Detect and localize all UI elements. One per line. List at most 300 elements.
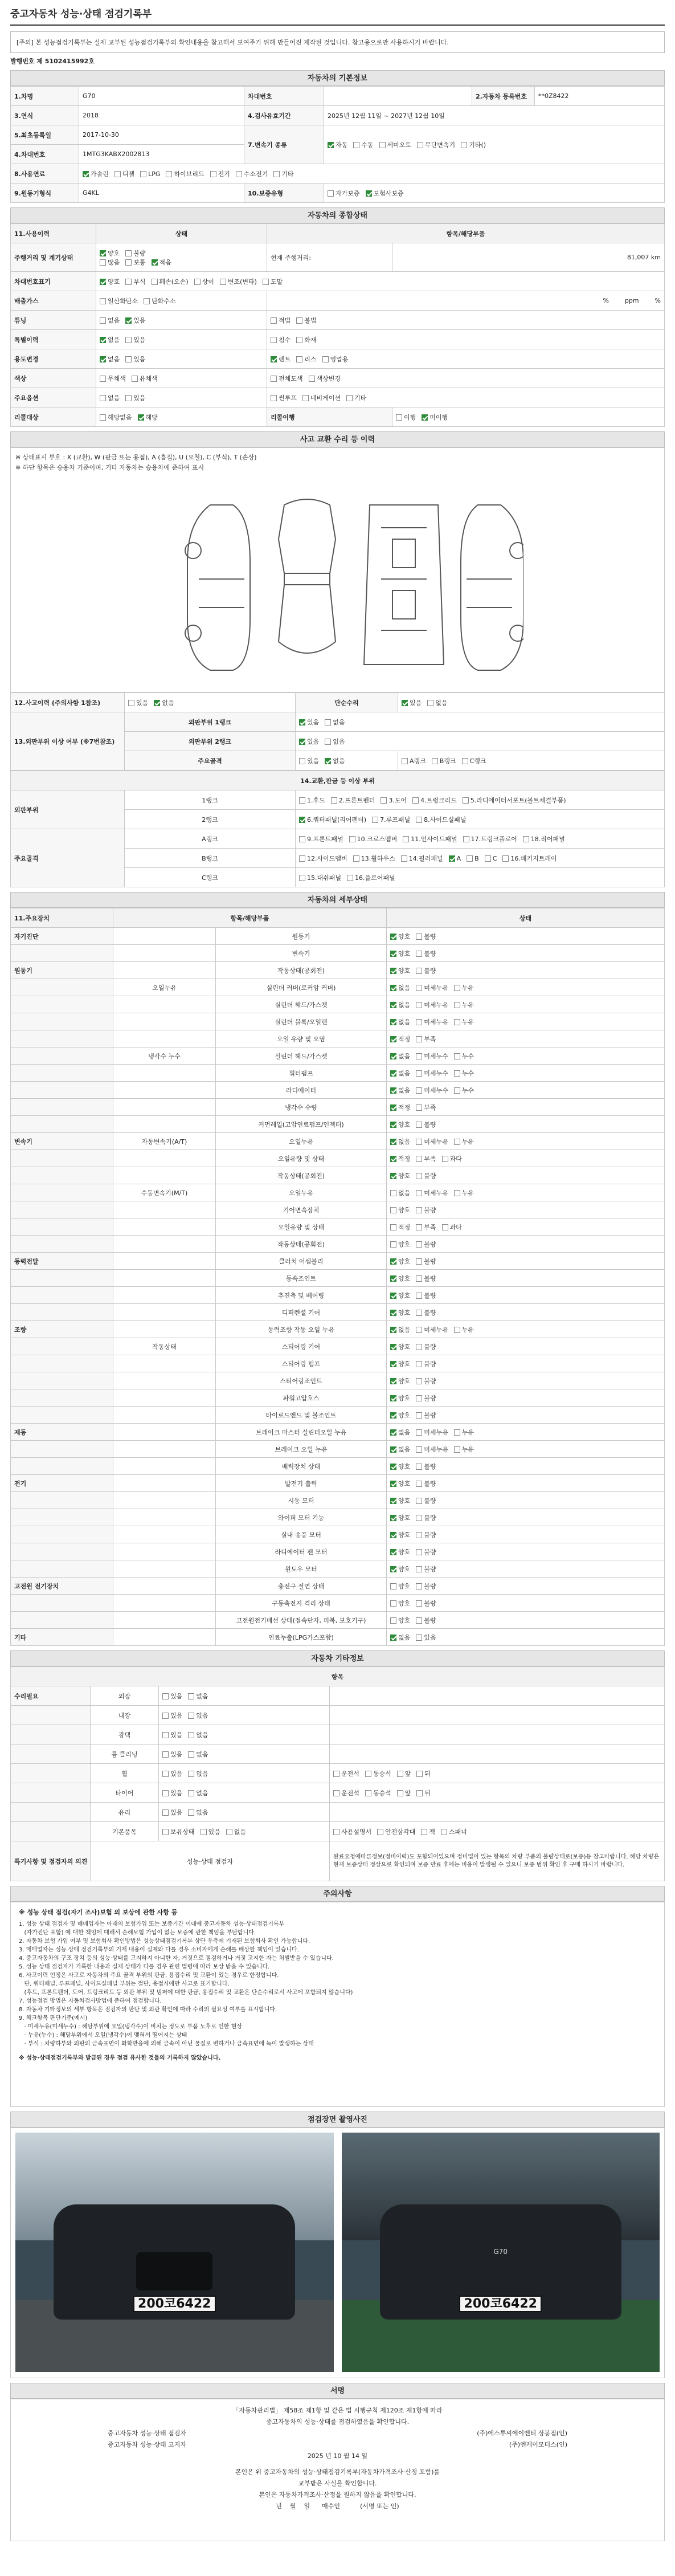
detail-group [11,1492,113,1509]
label-vin: 차대번호 [244,87,324,106]
label-recall: 리콜대상 [11,407,96,427]
checkbox-option: 운전석 [333,1769,359,1778]
car-right-side [461,505,523,670]
checkbox-icon [331,797,337,804]
checkbox-icon [390,1019,396,1025]
detail-state-table [10,908,665,1646]
checkbox-icon [390,1258,396,1265]
checkbox-option: 16.플로어패널 [347,873,395,882]
notes-footer: ※ 성능·상태점검기록부와 발급된 경우 점검 유사한 것들의 기록하지 않았습니다. [19,2055,221,2061]
checkbox-icon [416,1310,422,1316]
checkbox-icon [390,1617,396,1624]
checkbox-option: 불량 [416,1479,436,1488]
other-state [159,1706,330,1725]
checkbox-option: 3.도어 [381,796,407,805]
checkbox-icon [100,298,106,304]
checkbox-option: 양호 [390,1530,410,1539]
detail-item: 연료누출(LPG가스포함) [216,1629,387,1646]
detail-group [11,1338,113,1355]
detail-row [11,1030,665,1047]
checkbox-option: 상이 [194,277,214,286]
checkbox-icon [140,171,146,177]
checkbox-option: 양호 [390,1599,410,1608]
checkbox-option: 없음 [100,335,120,344]
value-year: 2018 [79,106,244,125]
checkbox-option: 수소전기 [236,169,268,178]
detail-state [387,1099,665,1116]
checkbox-icon [421,1829,427,1835]
checkbox-icon [299,758,305,764]
checkbox-option: 색상변경 [309,374,341,383]
checkbox-option: 양호 [390,1393,410,1403]
detail-row [11,1167,665,1184]
other-state [159,1686,330,1706]
detail-group [11,1543,113,1560]
checkbox-icon [416,934,422,940]
checkbox-option: 하이브리드 [166,169,204,178]
checkbox-option: 양호 [100,277,120,286]
checkbox-icon [390,1566,396,1572]
detail-state [387,1218,665,1236]
checkbox-option: 불량 [416,1171,436,1180]
checkbox-icon [412,797,419,804]
checkbox-option: 12.사이드멤버 [299,854,347,863]
checkbox-icon [454,1019,460,1025]
checkbox-option: 부족 [416,1222,436,1232]
detail-subgroup [113,1099,216,1116]
checkbox-icon [125,395,132,401]
checkbox-icon [390,1224,396,1230]
sign-date: 2025 년 10 월 14 일 [307,2452,368,2460]
detail-group [11,1407,113,1424]
detail-item: 원동기 [216,928,387,945]
sign-line-5: 본인은 자동차가격조사·산정을 원하지 않음을 확인합니다. [259,2491,416,2498]
detail-subgroup [113,1030,216,1047]
checkbox-option: 양호 [390,1291,410,1300]
detail-item: 냉각수 수량 [216,1099,387,1116]
label-fuel: 8.사용연료 [11,164,79,184]
detail-item: 작동상태(공회전) [216,962,387,979]
detail-item: 클러치 어셈블리 [216,1253,387,1270]
checkbox-icon [210,171,216,177]
checkbox-option: 양호 [390,1462,410,1471]
checkbox-icon [390,934,396,940]
detail-row [11,1595,665,1612]
checkbox-option: 부족 [416,1103,436,1112]
checkbox-option: 불량 [125,248,145,258]
label-inspector: 성능·상태 점검자 [91,1841,330,1881]
detail-group [11,1236,113,1253]
checkbox-option: 누수 [454,1051,474,1061]
checkbox-icon [128,700,134,706]
value-car-name: G70 [79,87,244,106]
detail-subgroup [113,962,216,979]
checkbox-icon [390,1515,396,1521]
detail-item: 기어변속장치 [216,1201,387,1218]
checkbox-option: 없음 [188,1808,208,1817]
label-mileage: 현재 주행거리: [267,243,392,272]
detail-item: 오일유량 및 상태 [216,1218,387,1236]
note-line: 8. 자동차 기타정보의 세부 항목은 점검자의 판단 및 외관 확인에 따라 수리의 필요성 여부를 표시합니다. [19,2007,277,2013]
detail-group [11,1526,113,1543]
other-state [159,1764,330,1783]
inspection-photos [10,2127,665,2378]
checkbox-option: 누유 [454,1428,474,1437]
checkbox-option: 있음 [299,737,319,746]
checkbox-icon [397,1790,403,1796]
photo-rear [342,2133,660,2372]
other-row [11,1783,665,1803]
other-item: 기본품목 [91,1822,159,1841]
checkbox-icon [328,142,334,148]
checkbox-option: 누유 [454,1000,474,1009]
label-recall-done: 리콜이행 [267,407,392,427]
checkbox-option: 14.필러패널 [401,854,443,863]
sign-notifier-row: 중고자동차 성능·상태 고지자 (주)엔케이모터스(인) [108,2441,567,2448]
checkbox-icon [365,1771,371,1777]
detail-group [11,1167,113,1184]
detail-subgroup [113,1065,216,1082]
checkbox-option: 양호 [390,1359,410,1368]
detail-subgroup [113,1612,216,1629]
checkbox-icon [416,1344,422,1350]
detail-row [11,1424,665,1441]
checkbox-option: 전체도색 [271,374,303,383]
checkbox-option: 불량 [416,1359,436,1368]
other-item: 휠 [91,1764,159,1783]
checkbox-option: 양호 [390,1376,410,1385]
detail-item: 라디에이터 [216,1082,387,1099]
detail-item: 실내 송풍 모터 [216,1526,387,1543]
section-accident-history: 사고 교환 수리 등 이력 [10,431,665,447]
checkbox-icon [416,1002,422,1008]
checkbox-icon [390,1070,396,1077]
other-state [159,1803,330,1822]
label-engine-type: 9.원동기형식 [11,184,79,203]
checkbox-option: 누유 [454,983,474,992]
options-transmission [324,125,665,164]
detail-subgroup [113,1355,216,1372]
detail-item: 실린더 커버(로커암 커버) [216,979,387,996]
checkbox-icon [271,376,277,382]
checkbox-option: 앞 [397,1788,411,1798]
detail-group [11,1099,113,1116]
detail-head-item: 항목/해당부품 [113,908,387,928]
options-color [96,369,267,388]
detail-subgroup [113,1287,216,1304]
checkbox-option: 10.크로스멤버 [349,834,398,843]
checkbox-option: 불량 [416,1308,436,1317]
checkbox-option: 부식 [125,277,145,286]
checkbox-icon [263,279,269,285]
detail-subgroup [113,996,216,1013]
detail-subgroup [113,1253,216,1270]
checkbox-option: 17.트렁크플로어 [463,834,517,843]
detail-subgroup [113,1458,216,1475]
label-vin-marking: 차대번호표기 [11,272,96,291]
checkbox-option: 있음 [162,1808,182,1817]
checkbox-option: 누유 [454,1188,474,1197]
other-group [11,1725,91,1744]
detail-row [11,1509,665,1526]
checkbox-option: 불량 [416,1462,436,1471]
checkbox-option: 리스 [296,354,316,364]
checkbox-option: 있음 [125,316,145,325]
checkbox-icon [416,1464,422,1470]
detail-item: 디퍼렌셜 기어 [216,1304,387,1321]
other-group [11,1764,91,1783]
checkbox-icon [271,337,277,343]
checkbox-icon [309,376,315,382]
checkbox-icon [100,376,106,382]
detail-subgroup [113,1321,216,1338]
checkbox-option: 적정 [390,1222,410,1232]
checkbox-icon [422,414,428,421]
checkbox-icon [416,1378,422,1384]
checkbox-icon [416,1549,422,1555]
checkbox-option: 동승석 [365,1769,391,1778]
checkbox-icon [100,250,106,256]
checkbox-icon [416,1104,422,1111]
checkbox-icon [162,1790,169,1796]
checkbox-icon [100,414,106,421]
checkbox-icon [299,836,305,842]
checkbox-icon [154,700,160,706]
checkbox-option: 불법 [296,316,316,325]
detail-group: 기타 [11,1629,113,1646]
checkbox-option: 있음 [125,354,145,364]
checkbox-icon [390,1464,396,1470]
checkbox-icon [467,855,473,862]
checkbox-icon [390,1173,396,1179]
detail-item: 윈도우 모터 [216,1560,387,1578]
label-main-frame: 주요골격 [125,751,296,771]
checkbox-option: 불량 [416,1393,436,1403]
checkbox-icon [162,1829,169,1835]
checkbox-option: 불량 [416,1547,436,1556]
checkbox-option: 침수 [271,335,291,344]
checkbox-option: 있음 [162,1730,182,1739]
checkbox-option: B [467,855,479,862]
checkbox-icon [390,1549,396,1555]
detail-state [387,1167,665,1184]
checkbox-icon [390,1122,396,1128]
checkbox-option: 없음 [154,698,174,707]
detail-state [387,1475,665,1492]
detail-item: 오일누유 [216,1184,387,1201]
checkbox-option: 있음 [299,718,319,727]
other-extra [330,1725,665,1744]
other-info-table [10,1666,665,1881]
detail-item: 발전기 출력 [216,1475,387,1492]
detail-item: 변속기 [216,945,387,962]
checkbox-icon [390,1344,396,1350]
detail-row [11,996,665,1013]
checkbox-option: 불량 [416,1205,436,1214]
other-extra [330,1744,665,1764]
label-warranty: 10.보증유형 [244,184,324,203]
checkbox-option: 불량 [416,966,436,975]
detail-subgroup [113,1560,216,1578]
detail-row [11,1492,665,1509]
options-tuning-legal [267,311,665,330]
detail-row [11,1458,665,1475]
checkbox-option: 미세누수 [416,1051,448,1061]
checkbox-icon [390,1156,396,1162]
plate-front: 200코6422 [133,2296,216,2312]
checkbox-option: 없음 [390,1445,410,1454]
checkbox-option: 9.프론트패널 [299,834,343,843]
checkbox-icon [454,1446,460,1453]
checkbox-option: 보통 [125,258,145,267]
options-fuel [79,164,665,184]
checkbox-icon [328,190,334,197]
detail-item: 고전원전기배선 상태(접속단자, 피복, 보호기구) [216,1612,387,1629]
checkbox-option: 없음 [390,1188,410,1197]
other-item: 내장 [91,1706,159,1725]
checkbox-icon [454,1429,460,1436]
checkbox-option: 있음 [162,1788,182,1798]
detail-subgroup [113,1509,216,1526]
detail-group [11,1372,113,1389]
checkbox-option: 자동 [328,140,347,149]
checkbox-option: 없음 [226,1827,246,1836]
label-first-registration: 5.최초등록일 [11,125,79,145]
checkbox-option: 일산화탄소 [100,296,138,305]
detail-row [11,1338,665,1355]
checkbox-option: 훼손(오손) [152,277,189,286]
detail-subgroup [113,1201,216,1218]
detail-group: 제동 [11,1424,113,1441]
note-line: · 누유(누수) : 해당부위에서 오일(냉각수)이 맺혀서 떨어지는 상태 [19,2032,187,2039]
checkbox-icon [188,1751,194,1758]
checkbox-icon [152,259,158,266]
checkbox-icon [347,875,353,881]
detail-row [11,979,665,996]
checkbox-option: 양호 [390,1582,410,1591]
detail-item: 스티어링 기어 [216,1338,387,1355]
checkbox-icon [188,1809,194,1816]
other-extra [330,1706,665,1725]
detail-item: 오일 유량 및 오염 [216,1030,387,1047]
checkbox-option: 기타() [461,140,486,149]
detail-subgroup: 수동변속기(M/T) [113,1184,216,1201]
checkbox-option: 양호 [390,1171,410,1180]
detail-group [11,1116,113,1133]
checkbox-icon [346,395,353,401]
document-title: 중고자동차 성능·상태 점검기록부 [10,0,665,26]
detail-row [11,1578,665,1595]
checkbox-icon [144,298,150,304]
note-line: 3. 매매업자는 성능 상태 점검기록부의 기재 내용이 실제와 다를 경우 소비자에게 손해를 배상할 책임이 있습니다. [19,1947,299,1953]
checkbox-option: 없음 [390,1069,410,1078]
checkbox-option: 디젤 [114,169,134,178]
detail-state [387,1578,665,1595]
detail-subgroup: 냉각수 누수 [113,1047,216,1065]
detail-group: 조향 [11,1321,113,1338]
checkbox-icon [416,1600,422,1607]
options-sunroof-nav [267,388,665,407]
checkbox-icon [302,395,309,401]
note-line: (자가진단 포함) 에 대한 책임에 대해서 손해보험 가입이 없는 보증에 관한 책임을 부담합니다. [19,1930,256,1936]
detail-group [11,1218,113,1236]
checkbox-icon [390,1275,396,1282]
detail-row [11,1082,665,1099]
checkbox-icon [132,376,138,382]
checkbox-icon [125,250,132,256]
checkbox-icon [100,317,106,324]
detail-state [387,945,665,962]
checkbox-icon [416,1241,422,1248]
checkbox-icon [416,1361,422,1367]
detail-group: 자기진단 [11,928,113,945]
other-state [159,1822,330,1841]
checkbox-icon [454,985,460,991]
checkbox-option: 13.휠하우스 [353,854,395,863]
checkbox-icon [432,758,438,764]
section-other-info: 자동차 기타정보 [10,1650,665,1666]
checkbox-option: 기타 [346,393,366,402]
checkbox-option: 자가보증 [328,189,360,198]
detail-subgroup [113,1629,216,1646]
other-row [11,1725,665,1744]
detail-state [387,1509,665,1526]
checkbox-option: 없음 [390,1137,410,1146]
checkbox-icon [402,700,408,706]
checkbox-icon [299,719,305,725]
detail-state [387,1526,665,1543]
detail-group [11,1560,113,1578]
label-use-change: 용도변경 [11,349,96,369]
detail-group: 원동기 [11,962,113,979]
checkbox-icon [273,171,280,177]
checkbox-option: 적법 [271,316,291,325]
checkbox-icon [366,190,372,197]
checkbox-icon [100,259,106,266]
checkbox-icon [402,758,408,764]
detail-subgroup [113,1407,216,1424]
detail-item: 충전구 절연 상태 [216,1578,387,1595]
checkbox-icon [390,1412,396,1419]
checkbox-icon [100,356,106,362]
checkbox-option: 누유 [454,1137,474,1146]
checkbox-option: 양호 [390,1342,410,1351]
options-outer-rank-1 [296,790,665,810]
other-row [11,1803,665,1822]
checkbox-icon [397,1771,403,1777]
value-vin-code: 1MTG3KABX2002813 [79,145,244,164]
checkbox-icon [390,1310,396,1316]
other-state [159,1744,330,1764]
detail-item: 오일누유 [216,1133,387,1150]
checkbox-option: 11.인사이드패널 [403,834,457,843]
detail-row [11,1612,665,1629]
checkbox-option: 없음 [188,1730,208,1739]
checkbox-option: 8.사이드실패널 [416,815,466,824]
sign-inspector-row: 중고자동차 성능·상태 점검자 (주)에스투씨에이엔티 상봉점(인) [108,2430,567,2437]
detail-subgroup [113,1218,216,1236]
checkbox-icon [390,1583,396,1589]
checkbox-option: 보유상태 [162,1827,195,1836]
other-row [11,1744,665,1764]
checkbox-option: 양호 [390,1496,410,1505]
detail-state [387,1595,665,1612]
checkbox-option: 해당 [138,413,158,422]
checkbox-icon [299,817,305,823]
checkbox-icon [125,337,132,343]
detail-row [11,1389,665,1407]
detail-item: 스티어링 펌프 [216,1355,387,1372]
